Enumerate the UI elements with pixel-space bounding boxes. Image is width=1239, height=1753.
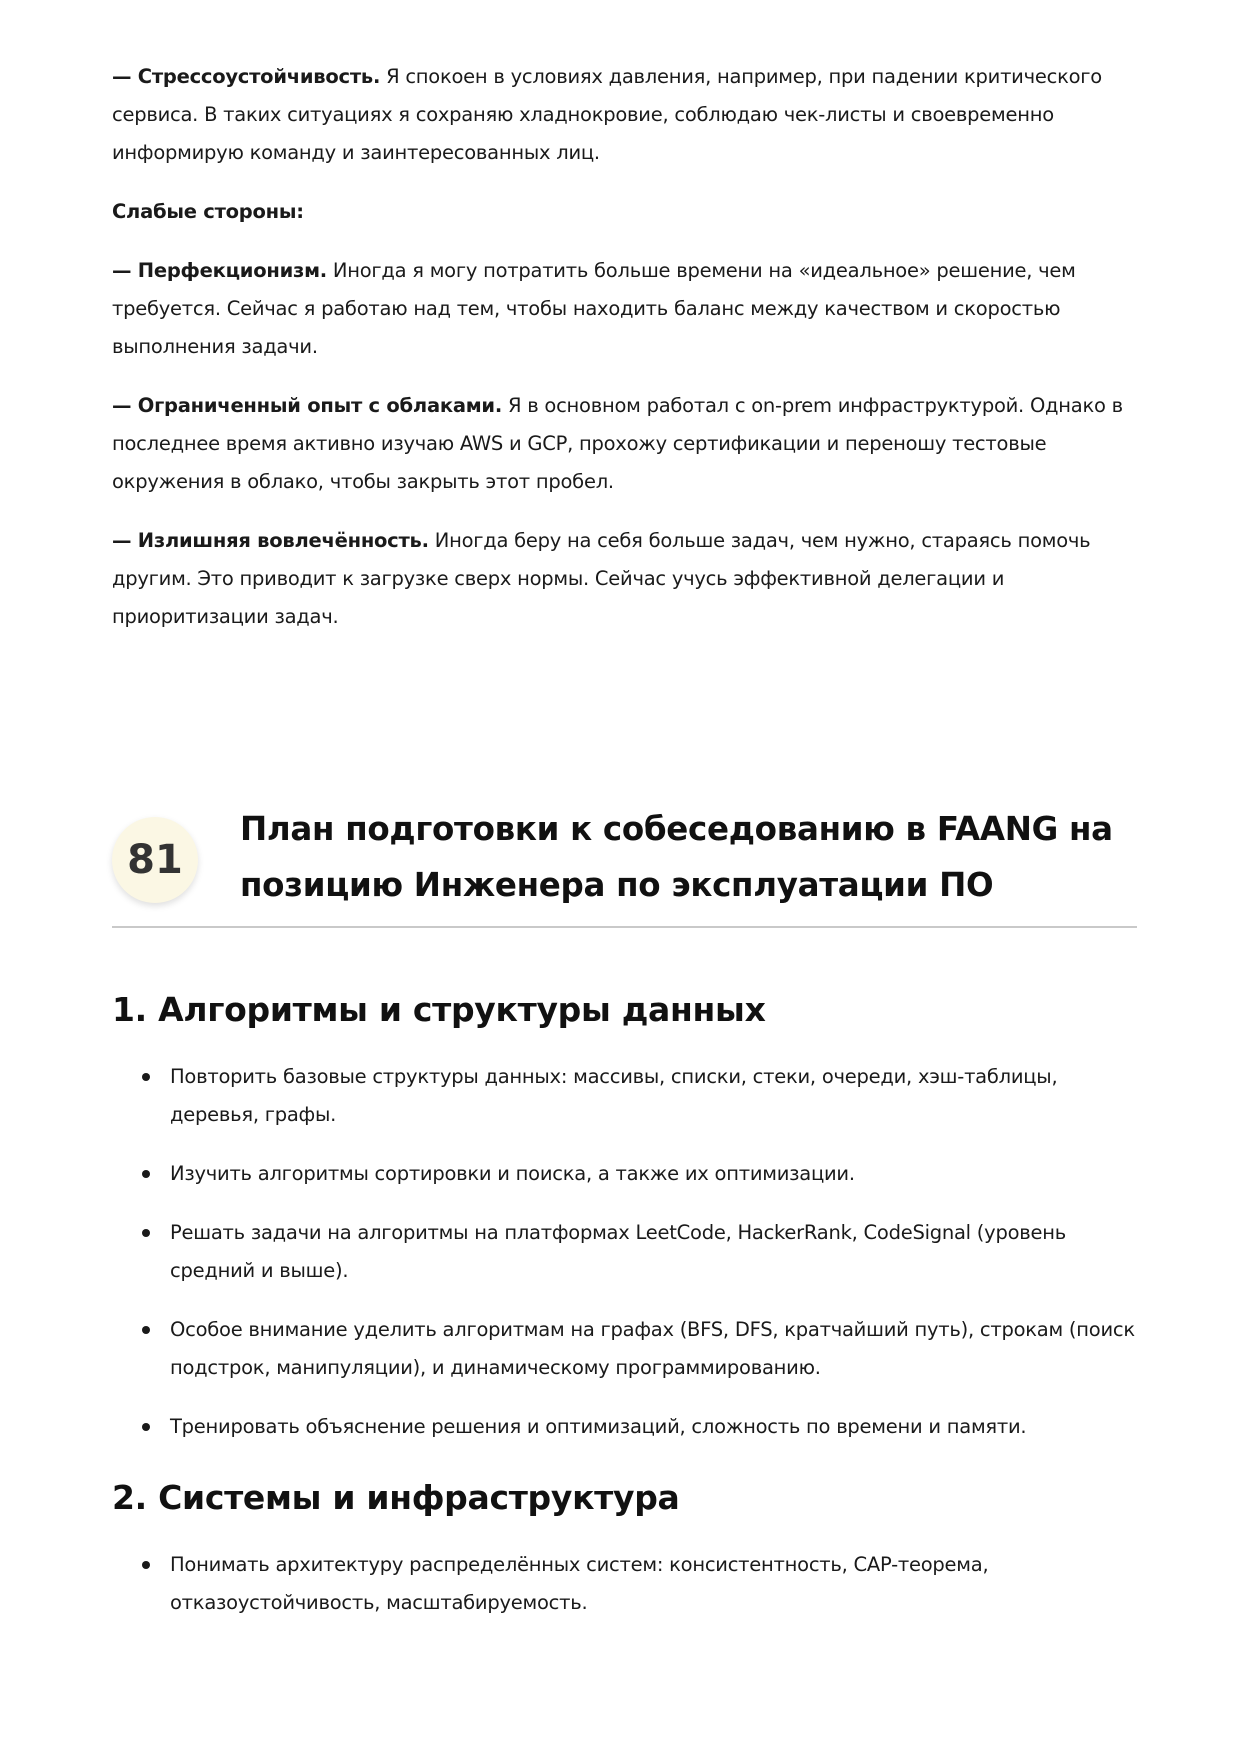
list-item bbox=[170, 1058, 1137, 1134]
subsection-heading-systems: 2. Системы и инфраструктура bbox=[112, 1478, 680, 1517]
weakness-text: Иногда я могу потратить больше времени на «идеальное» решение, чем требуется. Сейчас я работаю над тем, чтобы находить баланс между качеством и скоростью выполнения задачи. bbox=[112, 259, 1076, 358]
weakness-title: — Излишняя вовлечённость. bbox=[112, 529, 429, 552]
list-item bbox=[170, 1311, 1137, 1387]
bullet-icon bbox=[142, 1326, 150, 1334]
list-item bbox=[170, 1155, 1137, 1193]
section-number-badge: 81 bbox=[112, 817, 198, 903]
weakness-paragraph-perfectionism bbox=[112, 252, 1137, 366]
bullet-icon bbox=[142, 1423, 150, 1431]
weaknesses-heading-text: Слабые стороны: bbox=[112, 200, 304, 223]
strength-paragraph bbox=[112, 58, 1137, 172]
section-header bbox=[112, 801, 1137, 928]
bullet-icon bbox=[142, 1170, 150, 1178]
algorithms-list bbox=[112, 1058, 1137, 1446]
weakness-title: — Перфекционизм. bbox=[112, 259, 327, 282]
list-item-text: Особое внимание уделить алгоритмам на графах (BFS, DFS, кратчайший путь), строкам (поиск подстрок, манипуляции), и динамическому программированию. bbox=[170, 1318, 1135, 1379]
document-page bbox=[112, 58, 1137, 1643]
bullet-icon bbox=[142, 1229, 150, 1237]
list-item-text: Тренировать объяснение решения и оптимизаций, сложность по времени и памяти. bbox=[170, 1415, 1027, 1438]
list-item bbox=[170, 1214, 1137, 1290]
list-item bbox=[170, 1408, 1137, 1446]
subsection-heading-algorithms: 1. Алгоритмы и структуры данных bbox=[112, 990, 766, 1029]
list-item-text: Решать задачи на алгоритмы на платформах LeetCode, HackerRank, CodeSignal (уровень средний и выше). bbox=[170, 1221, 1066, 1282]
weakness-text: Иногда беру на себя больше задач, чем нужно, стараясь помочь другим. Это приводит к загрузке сверх нормы. Сейчас учусь эффективной делегации и приоритизации задач. bbox=[112, 529, 1091, 628]
list-item bbox=[170, 1546, 1137, 1622]
weakness-text: Я в основном работал с on-prem инфраструктурой. Однако в последнее время активно изучаю AWS и GCP, прохожу сертификации и переношу тестовые окружения в облако, чтобы закрыть этот пробел. bbox=[112, 394, 1123, 493]
weakness-paragraph-involvement bbox=[112, 522, 1137, 636]
strength-title: — Стрессоустойчивость. bbox=[112, 65, 381, 88]
weaknesses-heading bbox=[112, 193, 1137, 231]
bullet-icon bbox=[142, 1561, 150, 1569]
systems-list bbox=[112, 1546, 1137, 1622]
weakness-paragraph-cloud bbox=[112, 387, 1137, 501]
list-item-text: Повторить базовые структуры данных: массивы, списки, стеки, очереди, хэш-таблицы, деревья, графы. bbox=[170, 1065, 1058, 1126]
section-title: План подготовки к собеседованию в FAANG на позицию Инженера по эксплуатации ПО bbox=[240, 810, 1113, 904]
strength-text: Я спокоен в условиях давления, например, при падении критического сервиса. В таких ситуациях я сохраняю хладнокровие, соблюдаю чек-листы и своевременно информирую команду и заинтересованных лиц. bbox=[112, 65, 1102, 164]
list-item-text: Изучить алгоритмы сортировки и поиска, а также их оптимизации. bbox=[170, 1162, 855, 1185]
bullet-icon bbox=[142, 1073, 150, 1081]
list-item-text: Понимать архитектуру распределённых систем: консистентность, CAP-теорема, отказоустойчивость, масштабируемость. bbox=[170, 1553, 989, 1614]
weakness-title: — Ограниченный опыт с облаками. bbox=[112, 394, 503, 417]
